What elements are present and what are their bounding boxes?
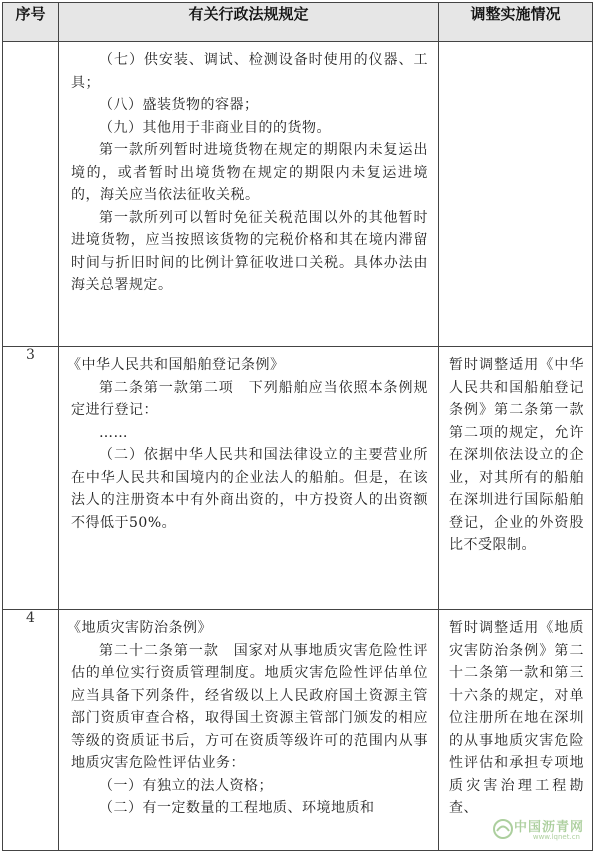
regulation-cell — [59, 347, 439, 610]
regulation-paragraph: （九）其他用于非商业目的的货物。 — [99, 119, 331, 136]
regulation-paragraph: 第一款所列暂时进境货物在规定的期限内未复运出境的，或者暂时出境货物在规定的期限内未复运进境的，海关应当依法征收关税。 — [71, 142, 428, 203]
header-num: 序号 — [3, 3, 59, 42]
regulation-paragraph: （八）盛装货物的容器； — [99, 97, 259, 113]
adjustment-text: 暂时调整适用《中华人民共和国船舶登记条例》第二条第一款第二项的规定，允许在深圳依法设立的企业，对其所有的船舶在深圳进行国际船舶登记，企业的外资股比不受限制。 — [449, 357, 584, 553]
header-regulation: 有关行政法规规定 — [59, 3, 439, 42]
regulation-title: 《地质灾害防治条例》 — [67, 620, 212, 636]
regulation-paragraph: …… — [99, 424, 128, 441]
regulation-paragraph: 第一款所列可以暂时免征关税范围以外的其他暂时进境货物，应当按照该货物的完税价格和其在境内滞留时间与折旧时间的比例计算征收进口关税。具体办法由海关总署规定。 — [71, 209, 428, 293]
row-num — [3, 42, 59, 347]
header-adjustment: 调整实施情况 — [439, 3, 593, 42]
adjustment-cell — [439, 347, 593, 610]
table-header-row — [3, 3, 593, 42]
regulation-paragraph: （二）有一定数量的工程地质、环境地质和 — [99, 800, 375, 816]
watermark-text: 中国沥青网 — [513, 820, 584, 835]
regulation-adjustment-table — [2, 2, 593, 851]
table-row — [3, 42, 593, 347]
row-num: 3 — [3, 347, 59, 610]
table-row — [3, 347, 593, 610]
regulation-paragraph: （一）有独立的法人资格； — [99, 777, 273, 794]
watermark-url: www.lqnet.cn — [532, 833, 580, 841]
regulation-paragraph: 第二条第一款第二项 下列船舶应当依照本条例规定进行登记： — [71, 379, 428, 418]
regulation-cell — [59, 610, 439, 851]
regulation-paragraph: （二）依据中华人民共和国法律设立的主要营业所在中华人民共和国境内的企业法人的船舶。但是，在该法人的注册资本中有外商出资的，中方投资人的出资额不得低于50%。 — [71, 447, 428, 531]
row-num: 4 — [3, 610, 59, 851]
table-row — [3, 610, 593, 851]
regulation-paragraph: 第二十二条第一款 国家对从事地质灾害危险性评估的单位实行资质管理制度。地质灾害危险性评估单位应当具备下列条件，经省级以上人民政府国土资源主管部门资质审查合格，取得国土资源主管部门颁发的相应等级的资质证书后，方可在资质等级许可的范围内从事地质灾害危险性评估业务： — [71, 642, 428, 771]
regulation-paragraph: （七）供安装、调试、检测设备时使用的仪器、工具； — [71, 52, 428, 91]
regulation-cell — [59, 42, 439, 347]
adjustment-cell — [439, 610, 593, 851]
adjustment-text — [439, 42, 592, 55]
adjustment-text: 暂时调整适用《地质灾害防治条例》第二十二条第一款和第三十六条的规定，对单位注册所在地在深圳的从事地质灾害危险性评估和承担专项地质灾害治理工程勘查、 — [449, 620, 584, 816]
regulation-title: 《中华人民共和国船舶登记条例》 — [67, 357, 285, 373]
adjustment-cell — [439, 42, 593, 347]
